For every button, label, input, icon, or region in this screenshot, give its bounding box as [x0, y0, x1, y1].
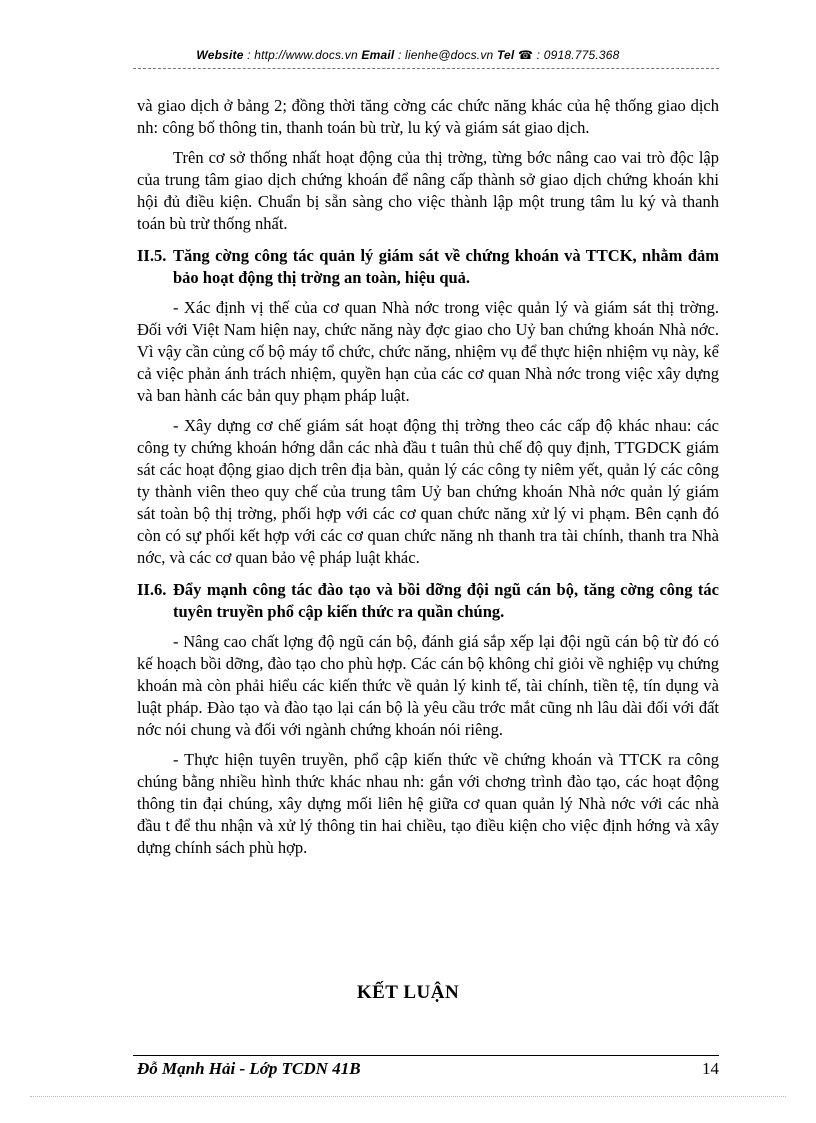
tel-value: : 0918.775.368 [533, 48, 620, 62]
website-value[interactable]: : http://www.docs.vn [243, 48, 362, 62]
website-label: Website [196, 48, 244, 62]
phone-icon: ☎ [517, 48, 534, 62]
paragraph-3: - Xác định vị thế của cơ quan Nhà nớc trong việc quản lý và giám sát thị trờng. Đối với Việt Nam hiện nay, chức năng này đợc giao cho Uỷ ban chứng khoán Nhà nớc. Vì vậy cần củng cố bộ máy tổ chức, chức năng, nhiệm vụ để thực hiện nhiệm vụ này, kể cả việc phản ánh trách nhiệm, quyền hạn của các cơ quan Nhà nớc trong việc xây dựng và ban hành các bản quy phạm pháp luật. [137, 298, 720, 405]
paragraph-6: - Thực hiện tuyên truyền, phổ cập kiến thức về chứng khoán và TTCK ra công chúng bằng nhiều hình thức khác nhau nh: gắn với chơng trình đào tạo, các hoạt động thông tin đại chúng, xây dựng mối liên hệ giữa cơ quan quản lý Nhà nớc với các nhà đầu t để thu nhận và xử lý thông tin hai chiều, tạo điều kiện cho việc định hớng và xây dựng chính sách phù hợp. [137, 750, 719, 857]
paragraph-4: - Xây dựng cơ chế giám sát hoạt động thị trờng theo các cấp độ khác nhau: các công ty chứng khoán hớng dẫn các nhà đầu t tuân thủ chế độ quy định, TTGDCK giám sát các hoạt động giao dịch trên địa bàn, quản lý các công ty niêm yết, quản lý các công ty thành viên theo quy chế của trung tâm Uỷ ban chứng khoán Nhà nớc quản lý giám sát toàn bộ thị trờng, phối hợp với các cơ quan chức năng xử lý vi phạm. Bên cạnh đó còn có sự phối kết hợp với các cơ quan chức năng nh thanh tra tài chính, thanh tra Nhà nớc, và các cơ quan bảo vệ pháp luật khác. [137, 416, 719, 567]
email-value[interactable]: : lienhe@docs.vn [394, 48, 497, 62]
paragraph-5: - Nâng cao chất lợng độ ngũ cán bộ, đánh giá sắp xếp lại đội ngũ cán bộ từ đó có kế hoạch bồi dỡng, đào tạo cho phù hợp. Các cán bộ không chỉ giỏi về nghiệp vụ chứng khoán mà còn phải hiểu các kiến thức về quản lý kinh tế, tài chính, tiền tệ, tín dụng và luật pháp. Đào tạo và đào tạo lại cán bộ là yêu cầu trớc mắt cũng nh lâu dài đối với đất nớc nói chung và đối với ngành chứng khoán nói riêng. [137, 632, 719, 739]
section-heading-ii5 [137, 245, 719, 289]
section-heading-ii6 [137, 579, 719, 623]
footer-divider [133, 1055, 719, 1056]
tel-label: Tel [496, 48, 515, 62]
section-title: Tăng cờng công tác quản lý giám sát về chứng khoán và TTCK, nhằm đảm bảo hoạt động thị trờng an toàn, hiệu quả. [173, 246, 719, 287]
section-number: II.5. [137, 246, 167, 265]
paragraph-1: và giao dịch ở bảng 2; đồng thời tăng cờng các chức năng khác của hệ thống giao dịch nh: công bố thông tin, thanh toán bù trừ, lu ký và giám sát giao dịch. [137, 96, 719, 137]
page-bottom-dotted-line [30, 1096, 786, 1097]
section-number: II.6. [137, 580, 167, 599]
conclusion-title: KẾT LUẬN [356, 982, 460, 1003]
paragraph-2: Trên cơ sở thống nhất hoạt động của thị trờng, từng bớc nâng cao vai trò độc lập của trung tâm giao dịch chứng khoán để nâng cấp thành sở giao dịch chứng khoán khi hội đủ điều kiện. Chuẩn bị sẵn sàng cho việc thành lập một trung tâm lu ký và thanh toán bù trừ thống nhất. [137, 148, 719, 233]
header-divider [133, 68, 719, 69]
email-label: Email [361, 48, 395, 62]
document-body [137, 95, 719, 867]
section-title: Đẩy mạnh công tác đào tạo và bồi dỡng đội ngũ cán bộ, tăng cờng công tác tuyên truyền phổ cập kiến thức ra quần chúng. [173, 580, 719, 621]
footer-author: Đỗ Mạnh Hải - Lớp TCDN 41B [137, 1059, 361, 1078]
page-number: 14 [702, 1059, 719, 1078]
page-header [0, 48, 816, 62]
